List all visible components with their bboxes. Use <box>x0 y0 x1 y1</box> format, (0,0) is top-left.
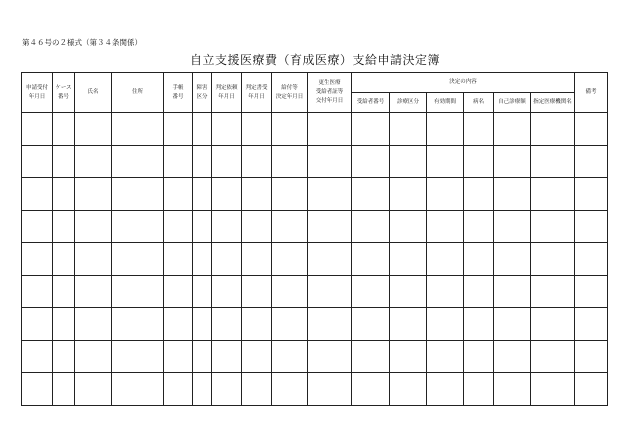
table-cell[interactable] <box>212 275 242 308</box>
header-validity-period: 有効期間 <box>427 93 464 113</box>
table-cell[interactable] <box>75 145 112 178</box>
table-row <box>22 145 608 178</box>
register-body <box>22 113 608 406</box>
table-cell[interactable] <box>531 340 575 373</box>
table-cell[interactable] <box>193 308 212 341</box>
table-cell[interactable] <box>242 243 272 276</box>
table-row <box>22 340 608 373</box>
header-remarks: 備考 <box>575 73 608 113</box>
table-cell[interactable] <box>193 113 212 146</box>
table-cell[interactable] <box>53 113 75 146</box>
table-cell[interactable] <box>112 275 164 308</box>
table-cell[interactable] <box>242 113 272 146</box>
table-cell[interactable] <box>75 243 112 276</box>
table-cell[interactable] <box>308 275 352 308</box>
table-cell[interactable] <box>164 210 193 243</box>
table-cell[interactable] <box>494 210 531 243</box>
table-cell[interactable] <box>193 243 212 276</box>
table-cell[interactable] <box>352 178 390 211</box>
table-cell[interactable] <box>75 340 112 373</box>
table-cell[interactable] <box>22 210 53 243</box>
table-cell[interactable] <box>427 275 464 308</box>
table-cell[interactable] <box>352 275 390 308</box>
table-cell[interactable] <box>464 340 494 373</box>
table-row <box>22 178 608 211</box>
table-cell[interactable] <box>193 275 212 308</box>
table-cell[interactable] <box>193 373 212 406</box>
table-cell[interactable] <box>242 178 272 211</box>
table-cell[interactable] <box>193 210 212 243</box>
table-cell[interactable] <box>164 275 193 308</box>
table-cell[interactable] <box>494 145 531 178</box>
table-cell[interactable] <box>352 340 390 373</box>
table-cell[interactable] <box>272 275 308 308</box>
table-cell[interactable] <box>53 243 75 276</box>
table-cell[interactable] <box>272 210 308 243</box>
table-cell[interactable] <box>427 210 464 243</box>
table-cell[interactable] <box>242 340 272 373</box>
table-cell[interactable] <box>531 210 575 243</box>
header-self-pay-amount: 自己診療額 <box>494 93 531 113</box>
table-cell[interactable] <box>112 113 164 146</box>
table-cell[interactable] <box>464 178 494 211</box>
table-cell[interactable] <box>531 243 575 276</box>
table-cell[interactable] <box>352 210 390 243</box>
table-cell[interactable] <box>272 113 308 146</box>
header-benefit-decision-date: 給付等 決定年月日 <box>272 73 308 113</box>
table-cell[interactable] <box>164 340 193 373</box>
table-cell[interactable] <box>112 340 164 373</box>
table-cell[interactable] <box>427 308 464 341</box>
table-cell[interactable] <box>494 178 531 211</box>
header-designated-institution: 指定医療機関名 <box>531 93 575 113</box>
table-cell[interactable] <box>427 178 464 211</box>
table-cell[interactable] <box>75 210 112 243</box>
form-number: 第４６号の２様式（第３４条関係） <box>22 38 142 47</box>
table-cell[interactable] <box>242 275 272 308</box>
table-cell[interactable] <box>427 340 464 373</box>
table-cell[interactable] <box>308 145 352 178</box>
table-cell[interactable] <box>308 373 352 406</box>
table-cell[interactable] <box>164 243 193 276</box>
table-cell[interactable] <box>390 275 427 308</box>
table-cell[interactable] <box>22 308 53 341</box>
table-row <box>22 210 608 243</box>
table-cell[interactable] <box>272 145 308 178</box>
table-cell[interactable] <box>22 145 53 178</box>
table-cell[interactable] <box>308 243 352 276</box>
table-cell[interactable] <box>352 113 390 146</box>
table-cell[interactable] <box>352 373 390 406</box>
table-cell[interactable] <box>427 243 464 276</box>
table-cell[interactable] <box>242 373 272 406</box>
table-cell[interactable] <box>531 373 575 406</box>
table-cell[interactable] <box>531 275 575 308</box>
header-application-date: 申請受付 年月日 <box>22 73 53 113</box>
table-cell[interactable] <box>531 178 575 211</box>
table-cell[interactable] <box>22 178 53 211</box>
table-cell[interactable] <box>53 340 75 373</box>
table-cell[interactable] <box>164 113 193 146</box>
table-cell[interactable] <box>272 308 308 341</box>
table-cell[interactable] <box>308 210 352 243</box>
table-row <box>22 275 608 308</box>
header-judgment-request-date: 判定依頼 年月日 <box>212 73 242 113</box>
table-cell[interactable] <box>212 243 242 276</box>
table-row <box>22 308 608 341</box>
table-cell[interactable] <box>308 113 352 146</box>
table-cell[interactable] <box>464 145 494 178</box>
table-cell[interactable] <box>575 210 608 243</box>
table-cell[interactable] <box>575 373 608 406</box>
table-cell[interactable] <box>164 145 193 178</box>
table-cell[interactable] <box>22 243 53 276</box>
document-title: 自立支援医療費（育成医療）支給申請決定簿 <box>189 53 440 67</box>
table-cell[interactable] <box>390 145 427 178</box>
table-cell[interactable] <box>164 178 193 211</box>
table-cell[interactable] <box>212 340 242 373</box>
table-cell[interactable] <box>193 145 212 178</box>
table-cell[interactable] <box>352 308 390 341</box>
table-cell[interactable] <box>193 178 212 211</box>
table-cell[interactable] <box>212 178 242 211</box>
header-decision-contents: 決定の内容 <box>352 73 575 93</box>
table-cell[interactable] <box>494 340 531 373</box>
table-row <box>22 113 608 146</box>
header-judgment-receipt-date: 判定書受 年月日 <box>242 73 272 113</box>
table-cell[interactable] <box>212 308 242 341</box>
table-row <box>22 243 608 276</box>
table-cell[interactable] <box>53 210 75 243</box>
table-cell[interactable] <box>494 243 531 276</box>
table-cell[interactable] <box>22 340 53 373</box>
table-cell[interactable] <box>212 373 242 406</box>
table-cell[interactable] <box>212 210 242 243</box>
table-cell[interactable] <box>464 308 494 341</box>
table-cell[interactable] <box>112 145 164 178</box>
table-cell[interactable] <box>212 145 242 178</box>
table-cell[interactable] <box>308 340 352 373</box>
table-cell[interactable] <box>22 275 53 308</box>
table-cell[interactable] <box>531 308 575 341</box>
header-treatment-category: 診療区分 <box>390 93 427 113</box>
table-cell[interactable] <box>352 145 390 178</box>
header-renewal-cert-date: 更生医療 受給者証等 交付年月日 <box>308 73 352 113</box>
table-cell[interactable] <box>53 308 75 341</box>
table-cell[interactable] <box>390 373 427 406</box>
table-cell[interactable] <box>390 113 427 146</box>
table-cell[interactable] <box>212 113 242 146</box>
table-cell[interactable] <box>272 243 308 276</box>
table-cell[interactable] <box>464 275 494 308</box>
table-cell[interactable] <box>575 275 608 308</box>
table-cell[interactable] <box>390 340 427 373</box>
table-cell[interactable] <box>112 373 164 406</box>
table-cell[interactable] <box>575 340 608 373</box>
table-cell[interactable] <box>193 340 212 373</box>
table-cell[interactable] <box>22 373 53 406</box>
table-cell[interactable] <box>464 243 494 276</box>
header-case-number: ケース 番号 <box>53 73 75 113</box>
table-cell[interactable] <box>112 308 164 341</box>
table-cell[interactable] <box>427 145 464 178</box>
header-recipient-number: 受給者番号 <box>352 93 390 113</box>
table-cell[interactable] <box>575 308 608 341</box>
table-cell[interactable] <box>531 145 575 178</box>
table-cell[interactable] <box>53 145 75 178</box>
table-cell[interactable] <box>390 210 427 243</box>
table-cell[interactable] <box>575 243 608 276</box>
table-cell[interactable] <box>464 373 494 406</box>
table-cell[interactable] <box>494 275 531 308</box>
table-row <box>22 373 608 406</box>
table-cell[interactable] <box>390 243 427 276</box>
header-address: 住所 <box>112 73 164 113</box>
table-cell[interactable] <box>390 178 427 211</box>
table-cell[interactable] <box>242 308 272 341</box>
header-name: 氏名 <box>75 73 112 113</box>
table-cell[interactable] <box>75 308 112 341</box>
table-cell[interactable] <box>53 275 75 308</box>
table-cell[interactable] <box>575 113 608 146</box>
header-handbook-number: 手帳 番号 <box>164 73 193 113</box>
table-cell[interactable] <box>112 178 164 211</box>
table-cell[interactable] <box>164 373 193 406</box>
table-cell[interactable] <box>164 308 193 341</box>
table-cell[interactable] <box>575 178 608 211</box>
table-cell[interactable] <box>494 113 531 146</box>
header-disease-name: 病名 <box>464 93 494 113</box>
table-cell[interactable] <box>494 373 531 406</box>
table-cell[interactable] <box>53 373 75 406</box>
table-cell[interactable] <box>242 210 272 243</box>
table-cell[interactable] <box>112 210 164 243</box>
table-cell[interactable] <box>308 178 352 211</box>
table-cell[interactable] <box>427 373 464 406</box>
table-cell[interactable] <box>75 373 112 406</box>
table-cell[interactable] <box>75 113 112 146</box>
table-cell[interactable] <box>272 178 308 211</box>
table-cell[interactable] <box>494 308 531 341</box>
table-cell[interactable] <box>112 243 164 276</box>
table-cell[interactable] <box>53 178 75 211</box>
table-cell[interactable] <box>272 373 308 406</box>
table-cell[interactable] <box>352 243 390 276</box>
table-cell[interactable] <box>390 308 427 341</box>
header-disability-category: 障害 区分 <box>193 73 212 113</box>
table-cell[interactable] <box>75 275 112 308</box>
table-cell[interactable] <box>242 145 272 178</box>
table-cell[interactable] <box>22 113 53 146</box>
table-cell[interactable] <box>531 113 575 146</box>
table-cell[interactable] <box>464 113 494 146</box>
table-cell[interactable] <box>308 308 352 341</box>
table-cell[interactable] <box>272 340 308 373</box>
register-table <box>21 72 608 406</box>
table-cell[interactable] <box>464 210 494 243</box>
table-cell[interactable] <box>75 178 112 211</box>
table-cell[interactable] <box>575 145 608 178</box>
table-cell[interactable] <box>427 113 464 146</box>
